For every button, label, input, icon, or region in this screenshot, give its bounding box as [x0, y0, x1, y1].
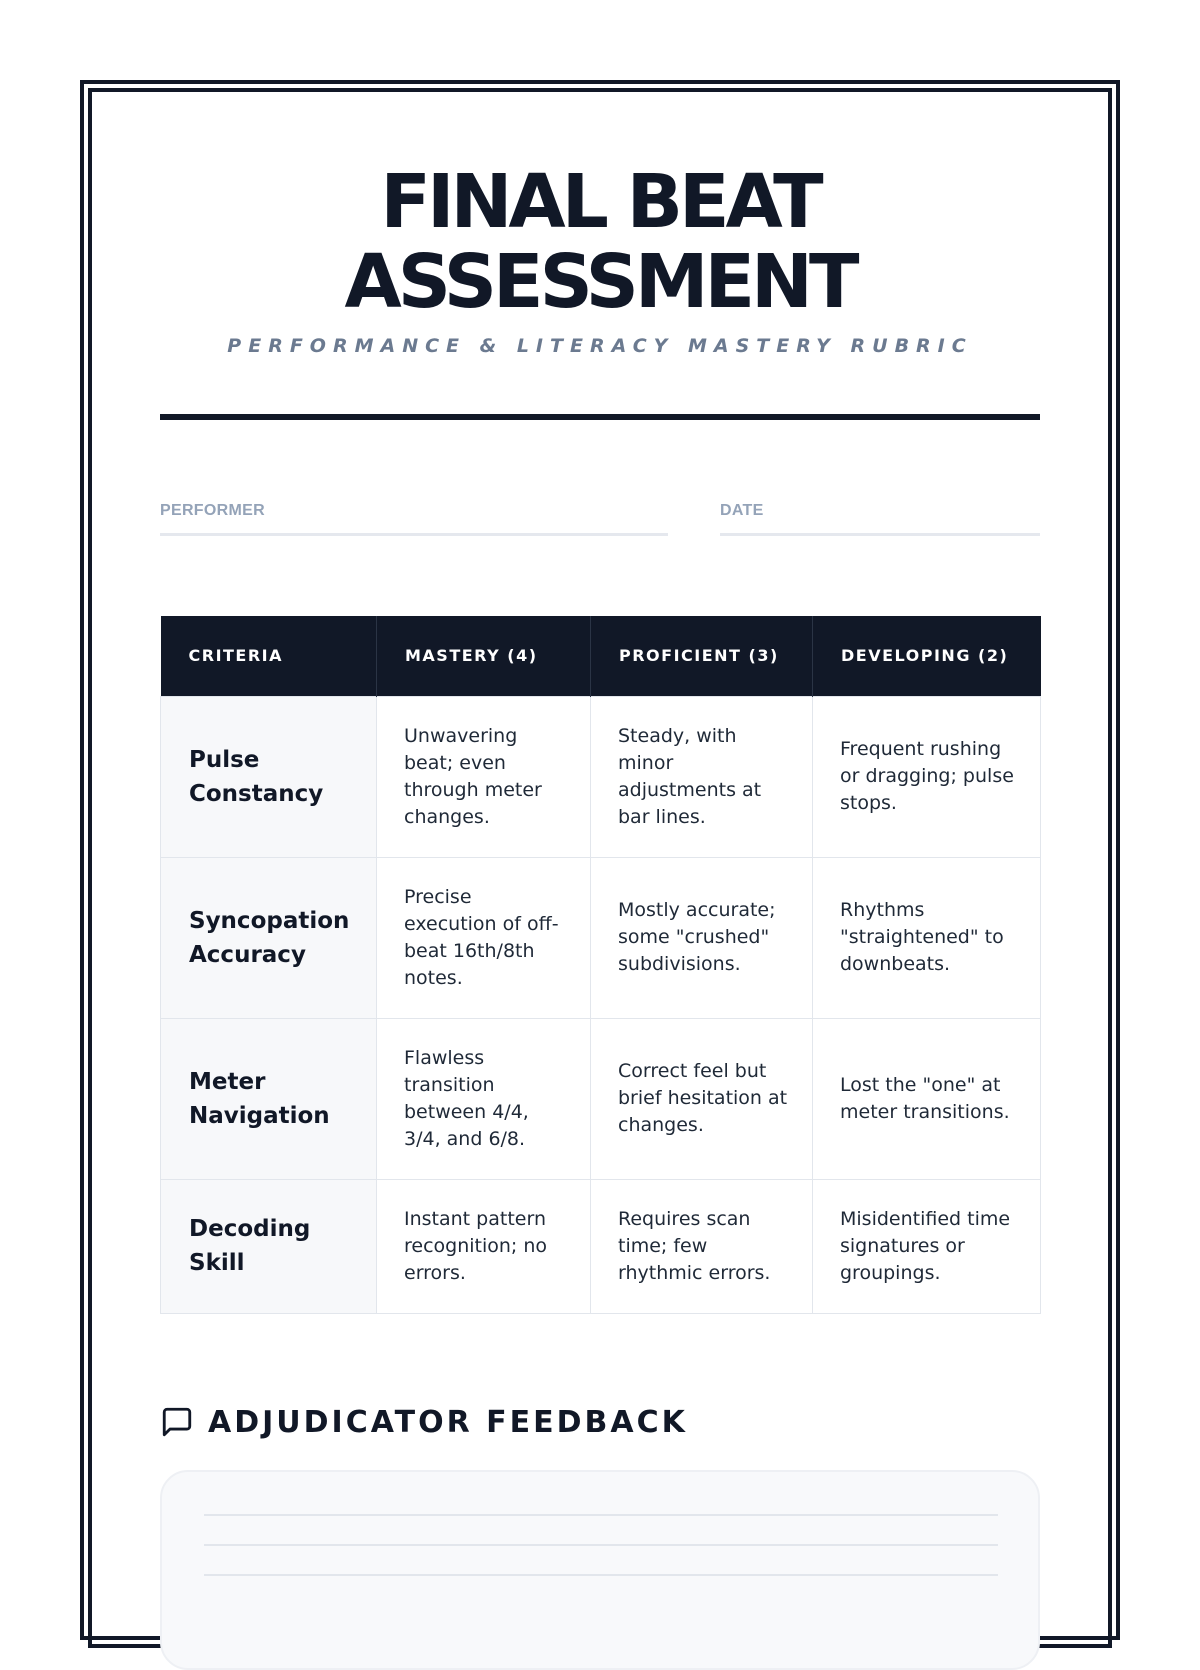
header-mastery: MASTERY (4)	[377, 616, 591, 696]
feedback-line	[204, 1544, 998, 1546]
title-line-2: ASSESSMENT	[344, 239, 856, 325]
criteria-cell: Pulse Constancy	[161, 696, 377, 857]
criteria-cell: Syncopation Accuracy	[161, 857, 377, 1018]
feedback-textarea[interactable]	[160, 1470, 1040, 1670]
mastery-cell: Flawless transition between 4/4, 3/4, and 6/8.	[377, 1018, 591, 1179]
table-row	[161, 1179, 1041, 1313]
performer-field[interactable]	[160, 500, 668, 536]
date-label: DATE	[720, 502, 764, 519]
feedback-heading-label: ADJUDICATOR FEEDBACK	[208, 1404, 688, 1440]
mastery-cell: Precise execution of off-beat 16th/8th notes.	[377, 857, 591, 1018]
proficient-cell: Mostly accurate; some "crushed" subdivisions.	[591, 857, 813, 1018]
proficient-cell: Correct feel but brief hesitation at changes.	[591, 1018, 813, 1179]
comment-icon	[160, 1405, 194, 1439]
criteria-cell: Decoding Skill	[161, 1179, 377, 1313]
developing-cell: Rhythms "straightened" to downbeats.	[813, 857, 1041, 1018]
developing-cell: Lost the "one" at meter transitions.	[813, 1018, 1041, 1179]
feedback-line	[204, 1514, 998, 1516]
performer-label: PERFORMER	[160, 502, 265, 519]
table-row	[161, 696, 1041, 857]
header-criteria: CRITERIA	[161, 616, 377, 696]
table-row	[161, 1018, 1041, 1179]
header-developing: DEVELOPING (2)	[813, 616, 1041, 696]
developing-cell: Frequent rushing or dragging; pulse stops.	[813, 696, 1041, 857]
mastery-cell: Unwavering beat; even through meter changes.	[377, 696, 591, 857]
proficient-cell: Requires scan time; few rhythmic errors.	[591, 1179, 813, 1313]
page-subtitle: PERFORMANCE & LITERACY MASTERY RUBRIC	[227, 335, 973, 357]
table-row	[161, 857, 1041, 1018]
developing-cell: Misidentified time signatures or groupings.	[813, 1179, 1041, 1313]
rubric-table	[160, 616, 1041, 1314]
date-field[interactable]	[720, 500, 1040, 536]
mastery-cell: Instant pattern recognition; no errors.	[377, 1179, 591, 1313]
feedback-heading	[160, 1404, 688, 1440]
title-line-1: FINAL BEAT	[380, 159, 820, 245]
proficient-cell: Steady, with minor adjustments at bar lines.	[591, 696, 813, 857]
header-divider	[160, 414, 1040, 420]
feedback-line	[204, 1574, 998, 1576]
table-header-row	[161, 616, 1041, 696]
criteria-cell: Meter Navigation	[161, 1018, 377, 1179]
header-proficient: PROFICIENT (3)	[591, 616, 813, 696]
page-title	[160, 159, 1040, 325]
